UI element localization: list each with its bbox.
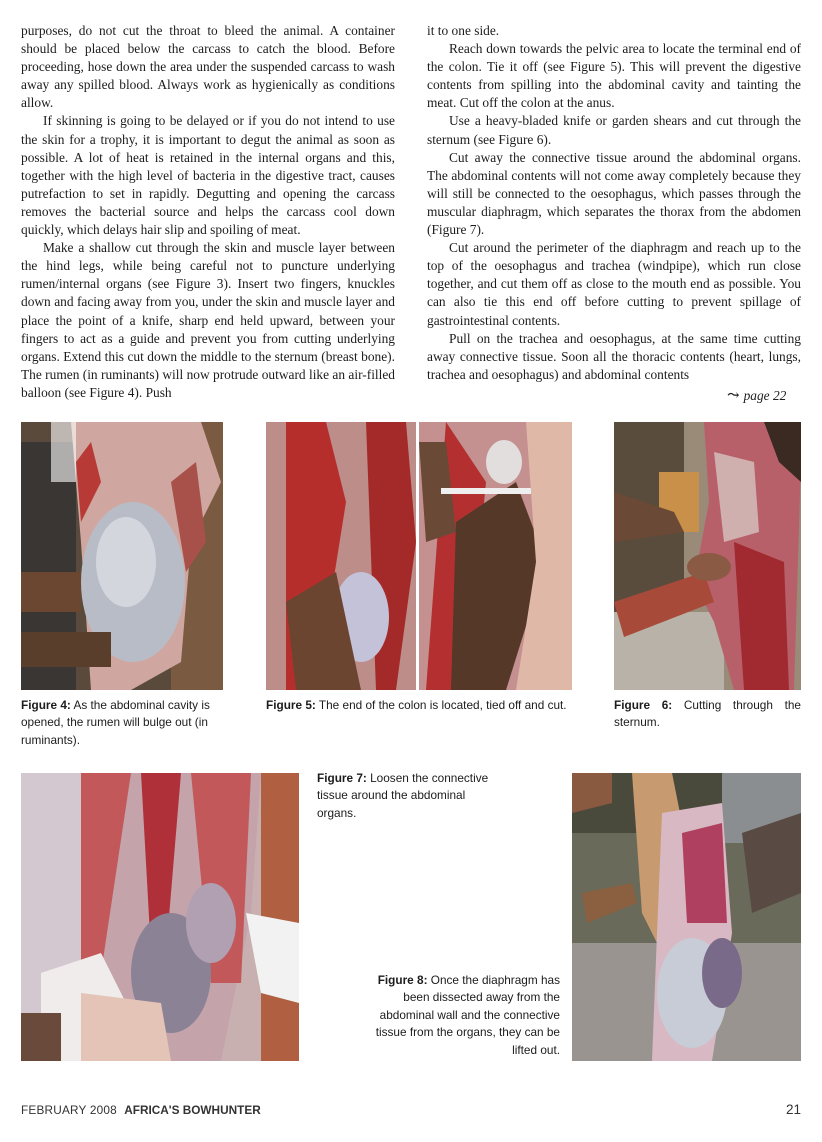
paragraph: Make a shallow cut through the skin and muscle layer between the hind legs, while being careful not to puncture underlying rumen/internal organs (see Figure 3). Insert two fingers, knuckles down and facing away from you, under the skin and muscle layer and place the point of a knife, sharp end held upward, between your fingers to act as a guide and prevent you from cutting underlying organs. Extend this cut down the middle to the sternum (breast bone). The rumen (in ruminants) will now protrude outward like an air-filled balloon (see Figure 4). Push xyxy=(21,240,395,400)
figure-8-caption xyxy=(360,972,560,1059)
paragraph: it to one side. xyxy=(427,23,500,38)
figure-4-text: As the abdominal cavity is opened, the rumen will bulge out (in ruminants). xyxy=(21,698,210,747)
figure-5-caption xyxy=(266,697,572,714)
page-footer xyxy=(21,1103,801,1121)
figure-5-photo xyxy=(266,422,572,690)
page-number: 21 xyxy=(785,1102,801,1117)
paragraph: Cut around the perimeter of the diaphragm and reach up to the top of the oesophagus and trachea (windpipe), which run close together, and cut them off as close to the mouth end as possible. You can also tie this end off before cutting to prevent spillage of gastrointestinal contents. xyxy=(427,240,801,328)
article-right-column xyxy=(427,22,801,384)
article-left-column xyxy=(21,22,395,402)
figure-7-photo xyxy=(21,773,299,1061)
figure-6-photo xyxy=(614,422,801,690)
figure-5-text: The end of the colon is located, tied off and cut. xyxy=(318,698,567,712)
issue-date: FEBRUARY 2008 xyxy=(21,1103,117,1117)
paragraph: Use a heavy-bladed knife or garden shears and cut through the sternum (see Figure 6). xyxy=(427,113,801,147)
figure-5-label: Figure 5: xyxy=(266,698,316,712)
figure-8-text: Once the diaphragm has been dissected away from the abdominal wall and the connective tissue from the organs, they can be lifted out. xyxy=(375,973,560,1057)
figure-8-label: Figure 8: xyxy=(377,973,428,987)
continued-on-page[interactable] xyxy=(727,386,786,405)
paragraph: purposes, do not cut the throat to bleed the animal. A container should be placed below the carcass to catch the blood. Before proceeding, hose down the area under the suspended carcass to wash away any spilled blood. Always work as hygienically as conditions allow. xyxy=(21,23,395,111)
figure-7-label: Figure 7: xyxy=(317,771,367,785)
figure-4-caption xyxy=(21,697,225,749)
figure-6-text: Cutting through the sternum. xyxy=(614,698,801,730)
figure-4-label: Figure 4: xyxy=(21,698,71,712)
figure-6-caption xyxy=(614,697,801,732)
paragraph: If skinning is going to be delayed or if you do not intend to use the skin for a trophy, it is important to degut the animal as soon as possible. A lot of heat is retained in the internal organs and this, together with the high level of bacteria in the digestive tract, causes putrefaction to set in rapidly. Degutting and opening the carcass removes the bacterial source and helps the carcass cool down quickly, which delays hair slip and spoiling of meat. xyxy=(21,113,395,238)
paragraph: Cut away the connective tissue around the abdominal organs. The abdominal contents will not come away completely because they will still be connected to the oesophagus, which passes through the muscular diaphragm, which separates the thorax from the abdomen (Figure 7). xyxy=(427,149,801,238)
figure-7-text: Loosen the connective tissue around the abdominal organs. xyxy=(317,771,489,820)
arrow-mark-icon: ⤳ xyxy=(727,388,740,404)
paragraph: Reach down towards the pelvic area to locate the terminal end of the colon. Tie it off (see Figure 5). This will prevent the digestive contents from spilling into the abdominal cavity and tainting the meat. Cut off the colon at the anus. xyxy=(427,41,801,111)
figure-6-label: Figure 6: xyxy=(614,698,673,712)
figure-8-photo xyxy=(572,773,801,1061)
figure-4-photo xyxy=(21,422,223,690)
continued-label: page 22 xyxy=(743,388,787,403)
paragraph: Pull on the trachea and oesophagus, at the same time cutting away connective tissue. Soon all the thoracic contents (heart, lungs, trachea and oesophagus) and abdominal contents xyxy=(427,330,801,382)
magazine-name: AFRICA'S BOWHUNTER xyxy=(124,1103,261,1117)
figure-7-caption xyxy=(317,770,507,822)
